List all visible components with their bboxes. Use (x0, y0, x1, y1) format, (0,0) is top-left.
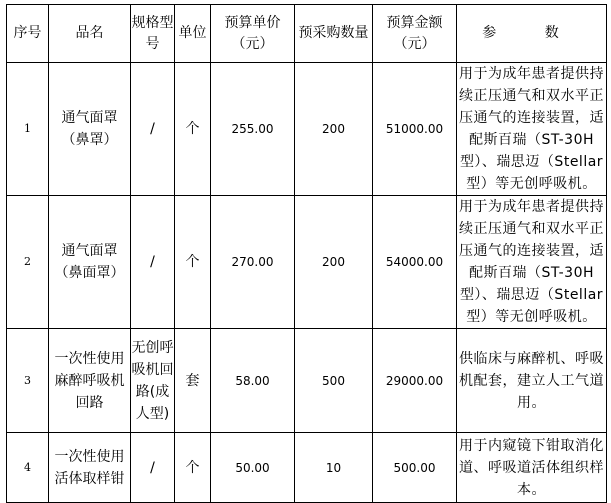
row-name: 一次性使用活体取样钳 (49, 433, 131, 503)
header-index: 序号 (7, 5, 49, 63)
header-spec-model: 规格型号 (131, 5, 175, 63)
row-unit-price: 50.00 (211, 433, 295, 503)
row-quantity: 10 (295, 433, 373, 503)
row-index: 3 (7, 329, 49, 433)
row-index: 1 (7, 63, 49, 196)
row-params: 供临床与麻醉机、呼吸机配套，建立人工气道用。 (457, 329, 607, 433)
row-unit: 个 (175, 63, 211, 196)
row-index: 4 (7, 433, 49, 503)
row-name: 通气面罩（鼻罩） (49, 63, 131, 196)
header-quantity: 预采购数量 (295, 5, 373, 63)
row-unit-price: 270.00 (211, 196, 295, 329)
row-amount: 54000.00 (373, 196, 457, 329)
header-name: 品名 (49, 5, 131, 63)
row-unit: 个 (175, 196, 211, 329)
row-unit-price: 255.00 (211, 63, 295, 196)
row-spec-model: / (131, 63, 175, 196)
row-index: 2 (7, 196, 49, 329)
row-params: 用于为成年患者提供持续正压通气和双水平正压通气的连接装置，适配斯百瑞（ST-30H型）、瑞思迈（Stellar型）等无创呼吸机。 (457, 196, 607, 329)
row-amount: 500.00 (373, 433, 457, 503)
header-unit-price: 预算单价（元） (211, 5, 295, 63)
table-row (7, 196, 607, 329)
row-amount: 29000.00 (373, 329, 457, 433)
row-quantity: 500 (295, 329, 373, 433)
row-amount: 51000.00 (373, 63, 457, 196)
row-unit: 个 (175, 433, 211, 503)
row-name: 一次性使用麻醉呼吸机回路 (49, 329, 131, 433)
row-unit-price: 58.00 (211, 329, 295, 433)
row-quantity: 200 (295, 196, 373, 329)
row-unit: 套 (175, 329, 211, 433)
row-quantity: 200 (295, 63, 373, 196)
header-unit: 单位 (175, 5, 211, 63)
table-row (7, 433, 607, 503)
table-row (7, 63, 607, 196)
table-header-row (7, 5, 607, 63)
row-spec-model: / (131, 433, 175, 503)
header-params: 参 数 (457, 5, 607, 63)
table-row (7, 329, 607, 433)
procurement-table (6, 4, 607, 503)
row-spec-model: / (131, 196, 175, 329)
row-params: 用于为成年患者提供持续正压通气和双水平正压通气的连接装置，适配斯百瑞（ST-30H型）、瑞思迈（Stellar型）等无创呼吸机。 (457, 63, 607, 196)
row-params: 用于内窥镜下钳取消化道、呼吸道活体组织样本。 (457, 433, 607, 503)
row-name: 通气面罩（鼻面罩） (49, 196, 131, 329)
row-spec-model: 无创呼吸机回路(成人型) (131, 329, 175, 433)
header-amount: 预算金额（元） (373, 5, 457, 63)
